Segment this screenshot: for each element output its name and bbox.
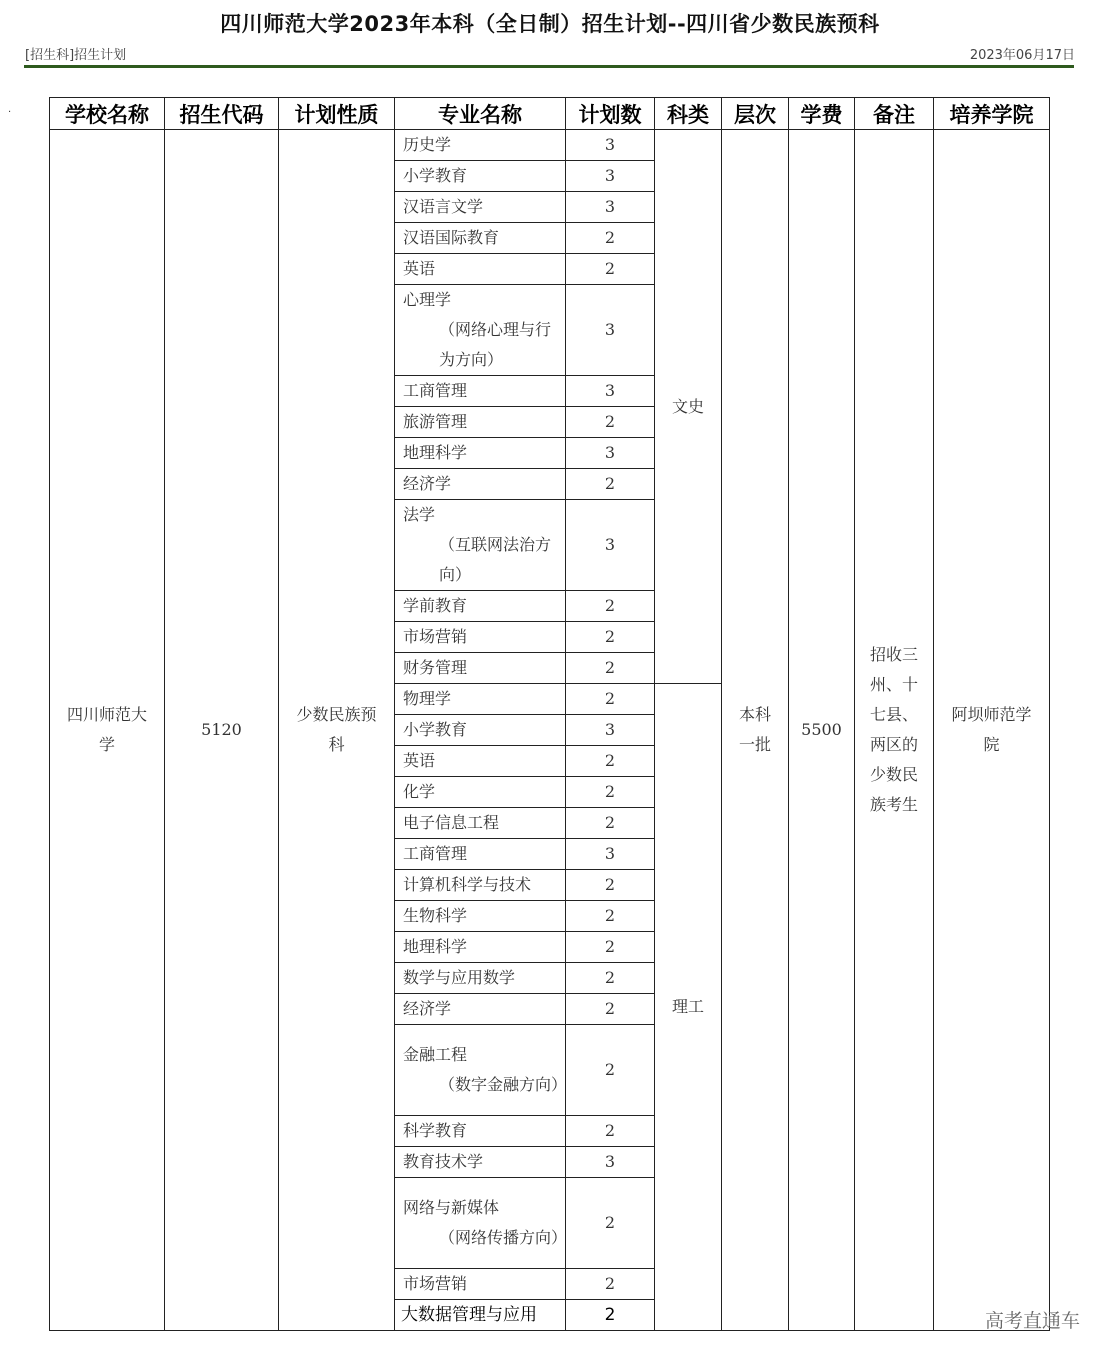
major-name: 金融工程 bbox=[403, 1045, 468, 1064]
count-cell: 2 bbox=[566, 1178, 655, 1269]
count-cell: 2 bbox=[566, 407, 655, 438]
major-cell bbox=[395, 407, 566, 438]
major-name: 汉语言文学 bbox=[403, 197, 484, 216]
table-header-row bbox=[50, 98, 1050, 130]
level-cell: 本科一批 bbox=[722, 130, 789, 1331]
count-cell: 2 bbox=[566, 777, 655, 808]
major-name: 网络与新媒体 bbox=[403, 1198, 500, 1217]
category-link[interactable]: [招生科]招生计划 bbox=[25, 48, 127, 63]
major-cell bbox=[395, 684, 566, 715]
count-cell: 2 bbox=[566, 684, 655, 715]
count-cell: 3 bbox=[566, 161, 655, 192]
major-name: 小学教育 bbox=[403, 166, 468, 185]
major-direction: （网络心理与行为方向） bbox=[439, 320, 552, 369]
major-name: 历史学 bbox=[403, 135, 452, 154]
major-cell bbox=[395, 1300, 566, 1331]
col-header-school: 学校名称 bbox=[50, 98, 165, 130]
major-name: 工商管理 bbox=[403, 381, 468, 400]
major-direction: （网络传播方向） bbox=[439, 1228, 568, 1247]
count-cell: 3 bbox=[566, 130, 655, 161]
count-cell: 2 bbox=[566, 653, 655, 684]
col-header-nature: 计划性质 bbox=[279, 98, 395, 130]
major-name: 生物科学 bbox=[403, 906, 468, 925]
major-cell bbox=[395, 777, 566, 808]
col-header-level: 层次 bbox=[722, 98, 789, 130]
count-cell: 3 bbox=[566, 715, 655, 746]
major-name: 英语 bbox=[403, 259, 436, 278]
major-cell bbox=[395, 1147, 566, 1178]
major-cell bbox=[395, 746, 566, 777]
major-name: 地理科学 bbox=[403, 937, 468, 956]
major-name: 化学 bbox=[403, 782, 436, 801]
major-cell bbox=[395, 438, 566, 469]
category-cell: 理工 bbox=[655, 684, 722, 1331]
major-name: 电子信息工程 bbox=[403, 813, 500, 832]
major-cell bbox=[395, 808, 566, 839]
major-cell bbox=[395, 591, 566, 622]
stray-dot: . bbox=[8, 104, 12, 115]
major-name: 经济学 bbox=[403, 999, 452, 1018]
major-name: 科学教育 bbox=[403, 1121, 468, 1140]
count-cell: 2 bbox=[566, 994, 655, 1025]
major-name: 市场营销 bbox=[403, 627, 468, 646]
fee-cell: 5500 bbox=[789, 130, 855, 1331]
count-cell: 2 bbox=[566, 932, 655, 963]
count-cell: 2 bbox=[566, 1116, 655, 1147]
school-cell: 四川师范大学 bbox=[50, 130, 165, 1331]
major-cell bbox=[395, 376, 566, 407]
major-name: 大数据管理与应用 bbox=[401, 1305, 537, 1325]
count-cell: 2 bbox=[566, 469, 655, 500]
col-header-category: 科类 bbox=[655, 98, 722, 130]
major-name: 小学教育 bbox=[403, 720, 468, 739]
college-cell: 阿坝师范学院 bbox=[934, 130, 1050, 1331]
major-cell bbox=[395, 653, 566, 684]
col-header-count: 计划数 bbox=[566, 98, 655, 130]
major-name: 物理学 bbox=[403, 689, 452, 708]
count-cell: 2 bbox=[566, 591, 655, 622]
major-name: 地理科学 bbox=[403, 443, 468, 462]
count-cell: 3 bbox=[566, 500, 655, 591]
admission-plan-table bbox=[49, 97, 1050, 1331]
count-cell: 3 bbox=[566, 1147, 655, 1178]
major-cell bbox=[395, 963, 566, 994]
count-cell: 2 bbox=[566, 1025, 655, 1116]
major-name: 英语 bbox=[403, 751, 436, 770]
major-name: 经济学 bbox=[403, 474, 452, 493]
nature-cell: 少数民族预科 bbox=[279, 130, 395, 1331]
table-row bbox=[50, 130, 1050, 161]
major-name: 心理学 bbox=[403, 290, 452, 309]
major-name: 学前教育 bbox=[403, 596, 468, 615]
major-name: 市场营销 bbox=[403, 1274, 468, 1293]
count-cell: 3 bbox=[566, 192, 655, 223]
major-name: 数学与应用数学 bbox=[403, 968, 516, 987]
major-cell bbox=[395, 870, 566, 901]
count-cell: 3 bbox=[566, 376, 655, 407]
col-header-note: 备注 bbox=[855, 98, 934, 130]
col-header-major: 专业名称 bbox=[395, 98, 566, 130]
major-cell bbox=[395, 994, 566, 1025]
header-divider bbox=[24, 65, 1074, 68]
major-cell bbox=[395, 622, 566, 653]
page-title: 四川师范大学2023年本科（全日制）招生计划--四川省少数民族预科 bbox=[220, 12, 880, 36]
major-cell bbox=[395, 1269, 566, 1300]
watermark: 高考直通车 bbox=[984, 1310, 1080, 1332]
major-cell bbox=[395, 1025, 566, 1116]
col-header-college: 培养学院 bbox=[934, 98, 1050, 130]
count-cell: 2 bbox=[566, 870, 655, 901]
major-cell bbox=[395, 1178, 566, 1269]
count-cell: 2 bbox=[566, 622, 655, 653]
major-direction: （数字金融方向） bbox=[439, 1075, 568, 1094]
major-cell bbox=[395, 254, 566, 285]
count-cell: 2 bbox=[566, 963, 655, 994]
major-name: 财务管理 bbox=[403, 658, 468, 677]
col-header-fee: 学费 bbox=[789, 98, 855, 130]
count-cell: 2 bbox=[566, 746, 655, 777]
category-cell: 文史 bbox=[655, 130, 722, 684]
major-cell bbox=[395, 223, 566, 254]
major-cell bbox=[395, 161, 566, 192]
count-cell: 3 bbox=[566, 438, 655, 469]
publish-date: 2023年06月17日 bbox=[969, 48, 1075, 63]
major-name: 旅游管理 bbox=[403, 412, 468, 431]
count-cell: 2 bbox=[566, 901, 655, 932]
col-header-code: 招生代码 bbox=[165, 98, 279, 130]
major-cell bbox=[395, 1116, 566, 1147]
major-cell bbox=[395, 469, 566, 500]
major-cell bbox=[395, 130, 566, 161]
count-cell: 3 bbox=[566, 839, 655, 870]
major-cell bbox=[395, 285, 566, 376]
count-cell: 3 bbox=[566, 285, 655, 376]
major-cell bbox=[395, 839, 566, 870]
major-name: 工商管理 bbox=[403, 844, 468, 863]
major-name: 汉语国际教育 bbox=[403, 228, 500, 247]
table-body bbox=[50, 130, 1050, 1331]
count-cell: 2 bbox=[566, 1300, 655, 1331]
major-cell bbox=[395, 192, 566, 223]
major-name: 法学 bbox=[403, 505, 436, 524]
count-cell: 2 bbox=[566, 808, 655, 839]
major-cell bbox=[395, 901, 566, 932]
count-cell: 2 bbox=[566, 223, 655, 254]
major-cell bbox=[395, 932, 566, 963]
major-cell bbox=[395, 715, 566, 746]
major-name: 教育技术学 bbox=[403, 1152, 484, 1171]
major-direction: （互联网法治方向） bbox=[439, 535, 552, 584]
major-cell bbox=[395, 500, 566, 591]
note-cell: 招收三州、十七县、两区的少数民族考生 bbox=[855, 130, 934, 1331]
code-cell: 5120 bbox=[165, 130, 279, 1331]
count-cell: 2 bbox=[566, 254, 655, 285]
major-name: 计算机科学与技术 bbox=[403, 875, 532, 894]
count-cell: 2 bbox=[566, 1269, 655, 1300]
